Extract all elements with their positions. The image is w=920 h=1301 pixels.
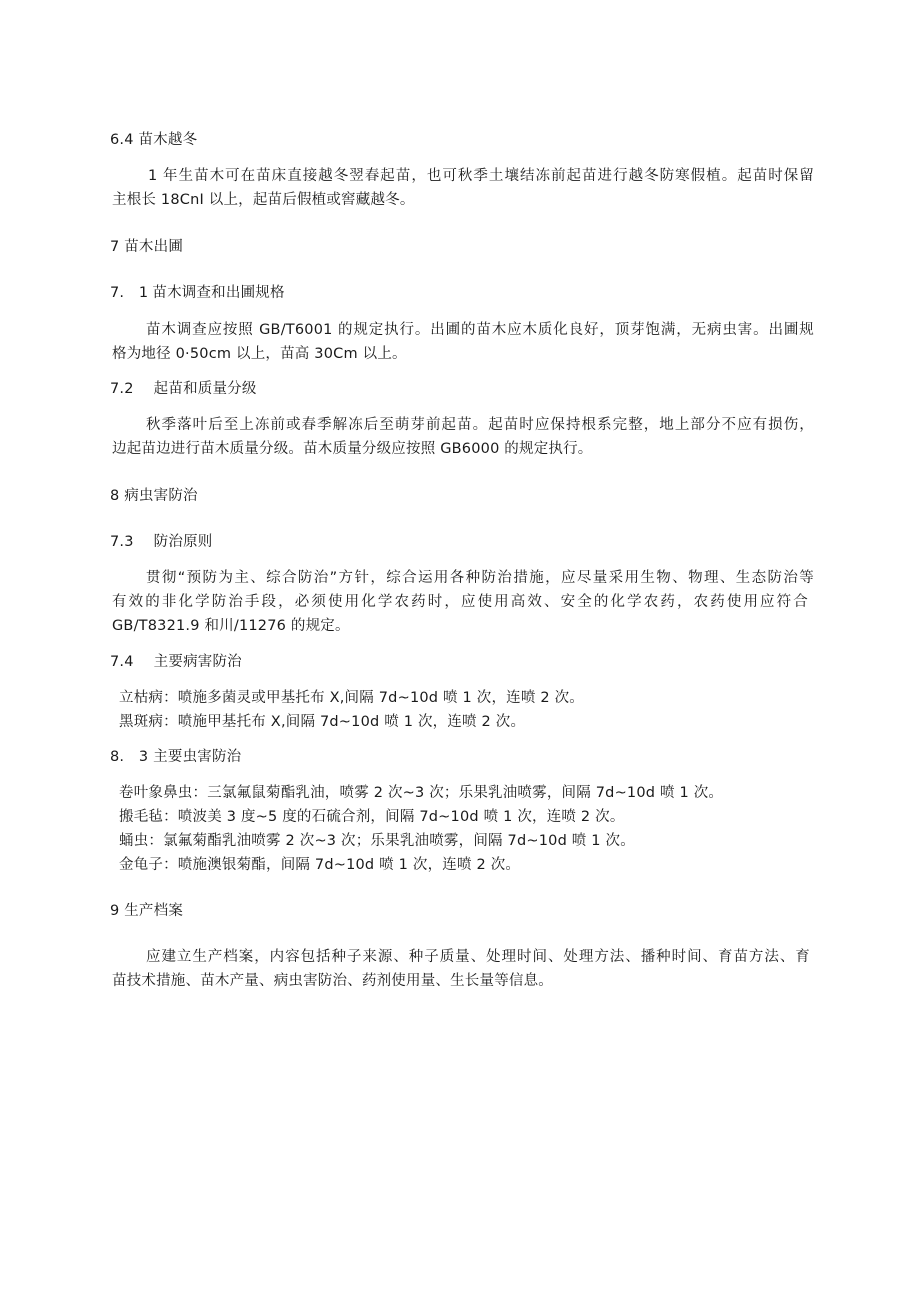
- disease-item-2: 黑斑病：喷施甲基托布 X,间隔 7d~10d 喷 1 次，连喷 2 次。: [119, 714, 526, 730]
- paragraph-7-2-line-2: 边起苗边进行苗木质量分级。苗木质量分级应按照 GB6000 的规定执行。: [112, 441, 593, 457]
- disease-item-1: 立枯病：喷施多菌灵或甲基托布 X,间隔 7d~10d 喷 1 次，连喷 2 次。: [119, 690, 584, 706]
- heading-7-4: [110, 652, 242, 672]
- heading-9: 9 生产档案: [110, 903, 184, 919]
- pest-item-4: 金龟子：喷施澳银菊酯，间隔 7d~10d 喷 1 次，连喷 2 次。: [119, 857, 521, 873]
- heading-7-2: [110, 379, 257, 399]
- heading-7-1: [110, 283, 285, 303]
- heading-7-3: [110, 532, 212, 552]
- paragraph-7-3-line-2: 有效的非化学防治手段，必须使用化学农药时，应使用高效、安全的化学农药，农药使用应符合: [112, 594, 808, 610]
- heading-7-2-title: 起苗和质量分级: [153, 381, 257, 397]
- pest-item-2: 搬毛毡：喷波美 3 度~5 度的石硫合剂，间隔 7d~10d 喷 1 次，连喷 2 次。: [119, 809, 625, 825]
- paragraph-7-3-line-3: GB/T8321.9 和川/11276 的规定。: [112, 618, 350, 634]
- paragraph-7-3-line-1: 贯彻“预防为主、综合防治”方针，综合运用各种防治措施，应尽量采用生物、物理、生态防治等: [146, 570, 814, 586]
- heading-7-4-number: 7.4: [110, 654, 134, 670]
- heading-6-4: 6.4 苗木越冬: [110, 132, 198, 148]
- heading-7-1-title: 苗木调查和出圃规格: [152, 285, 285, 301]
- paragraph-9-line-1: 应建立生产档案，内容包括种子来源、种子质量、处理时间、处理方法、播种时间、育苗方法、育: [146, 949, 810, 965]
- paragraph-6-4-line-1: 1 年生苗木可在苗床直接越冬翌春起苗，也可秋季土壤结冻前起苗进行越冬防寒假植。起苗时保留: [148, 168, 814, 184]
- paragraph-7-1-line-1: 苗木调查应按照 GB/T6001 的规定执行。出圃的苗木应木质化良好，顶芽饱满，无病虫害。出圃规: [146, 322, 814, 338]
- heading-7-1-number: 7. 1: [110, 285, 149, 301]
- paragraph-6-4-line-2: 主根长 18CnI 以上，起苗后假植或窖藏越冬。: [112, 192, 415, 208]
- pest-item-3: 蛹虫：氯氟菊酯乳油喷雾 2 次~3 次；乐果乳油喷雾，间隔 7d~10d 喷 1 次。: [119, 833, 635, 849]
- heading-7-3-number: 7.3: [110, 534, 134, 550]
- heading-7: 7 苗木出圃: [110, 239, 184, 255]
- heading-8-3: 8. 3 主要虫害防治: [110, 749, 242, 765]
- paragraph-7-1-line-2: 格为地径 0·50cm 以上，苗高 30Cm 以上。: [112, 346, 407, 362]
- heading-7-4-title: 主要病害防治: [153, 654, 242, 670]
- paragraph-7-2-line-1: 秋季落叶后至上冻前或春季解冻后至萌芽前起苗。起苗时应保持根系完整，地上部分不应有损伤，: [146, 417, 814, 433]
- heading-7-3-title: 防治原则: [153, 534, 213, 550]
- heading-7-2-number: 7.2: [110, 381, 134, 397]
- paragraph-9-line-2: 苗技术措施、苗木产量、病虫害防治、药剂使用量、生长量等信息。: [112, 973, 553, 989]
- pest-item-1: 卷叶象鼻虫：三氯氟鼠菊酯乳油，喷雾 2 次~3 次；乐果乳油喷雾，间隔 7d~10d 喷 1 次。: [119, 785, 724, 801]
- heading-8: 8 病虫害防治: [110, 488, 198, 504]
